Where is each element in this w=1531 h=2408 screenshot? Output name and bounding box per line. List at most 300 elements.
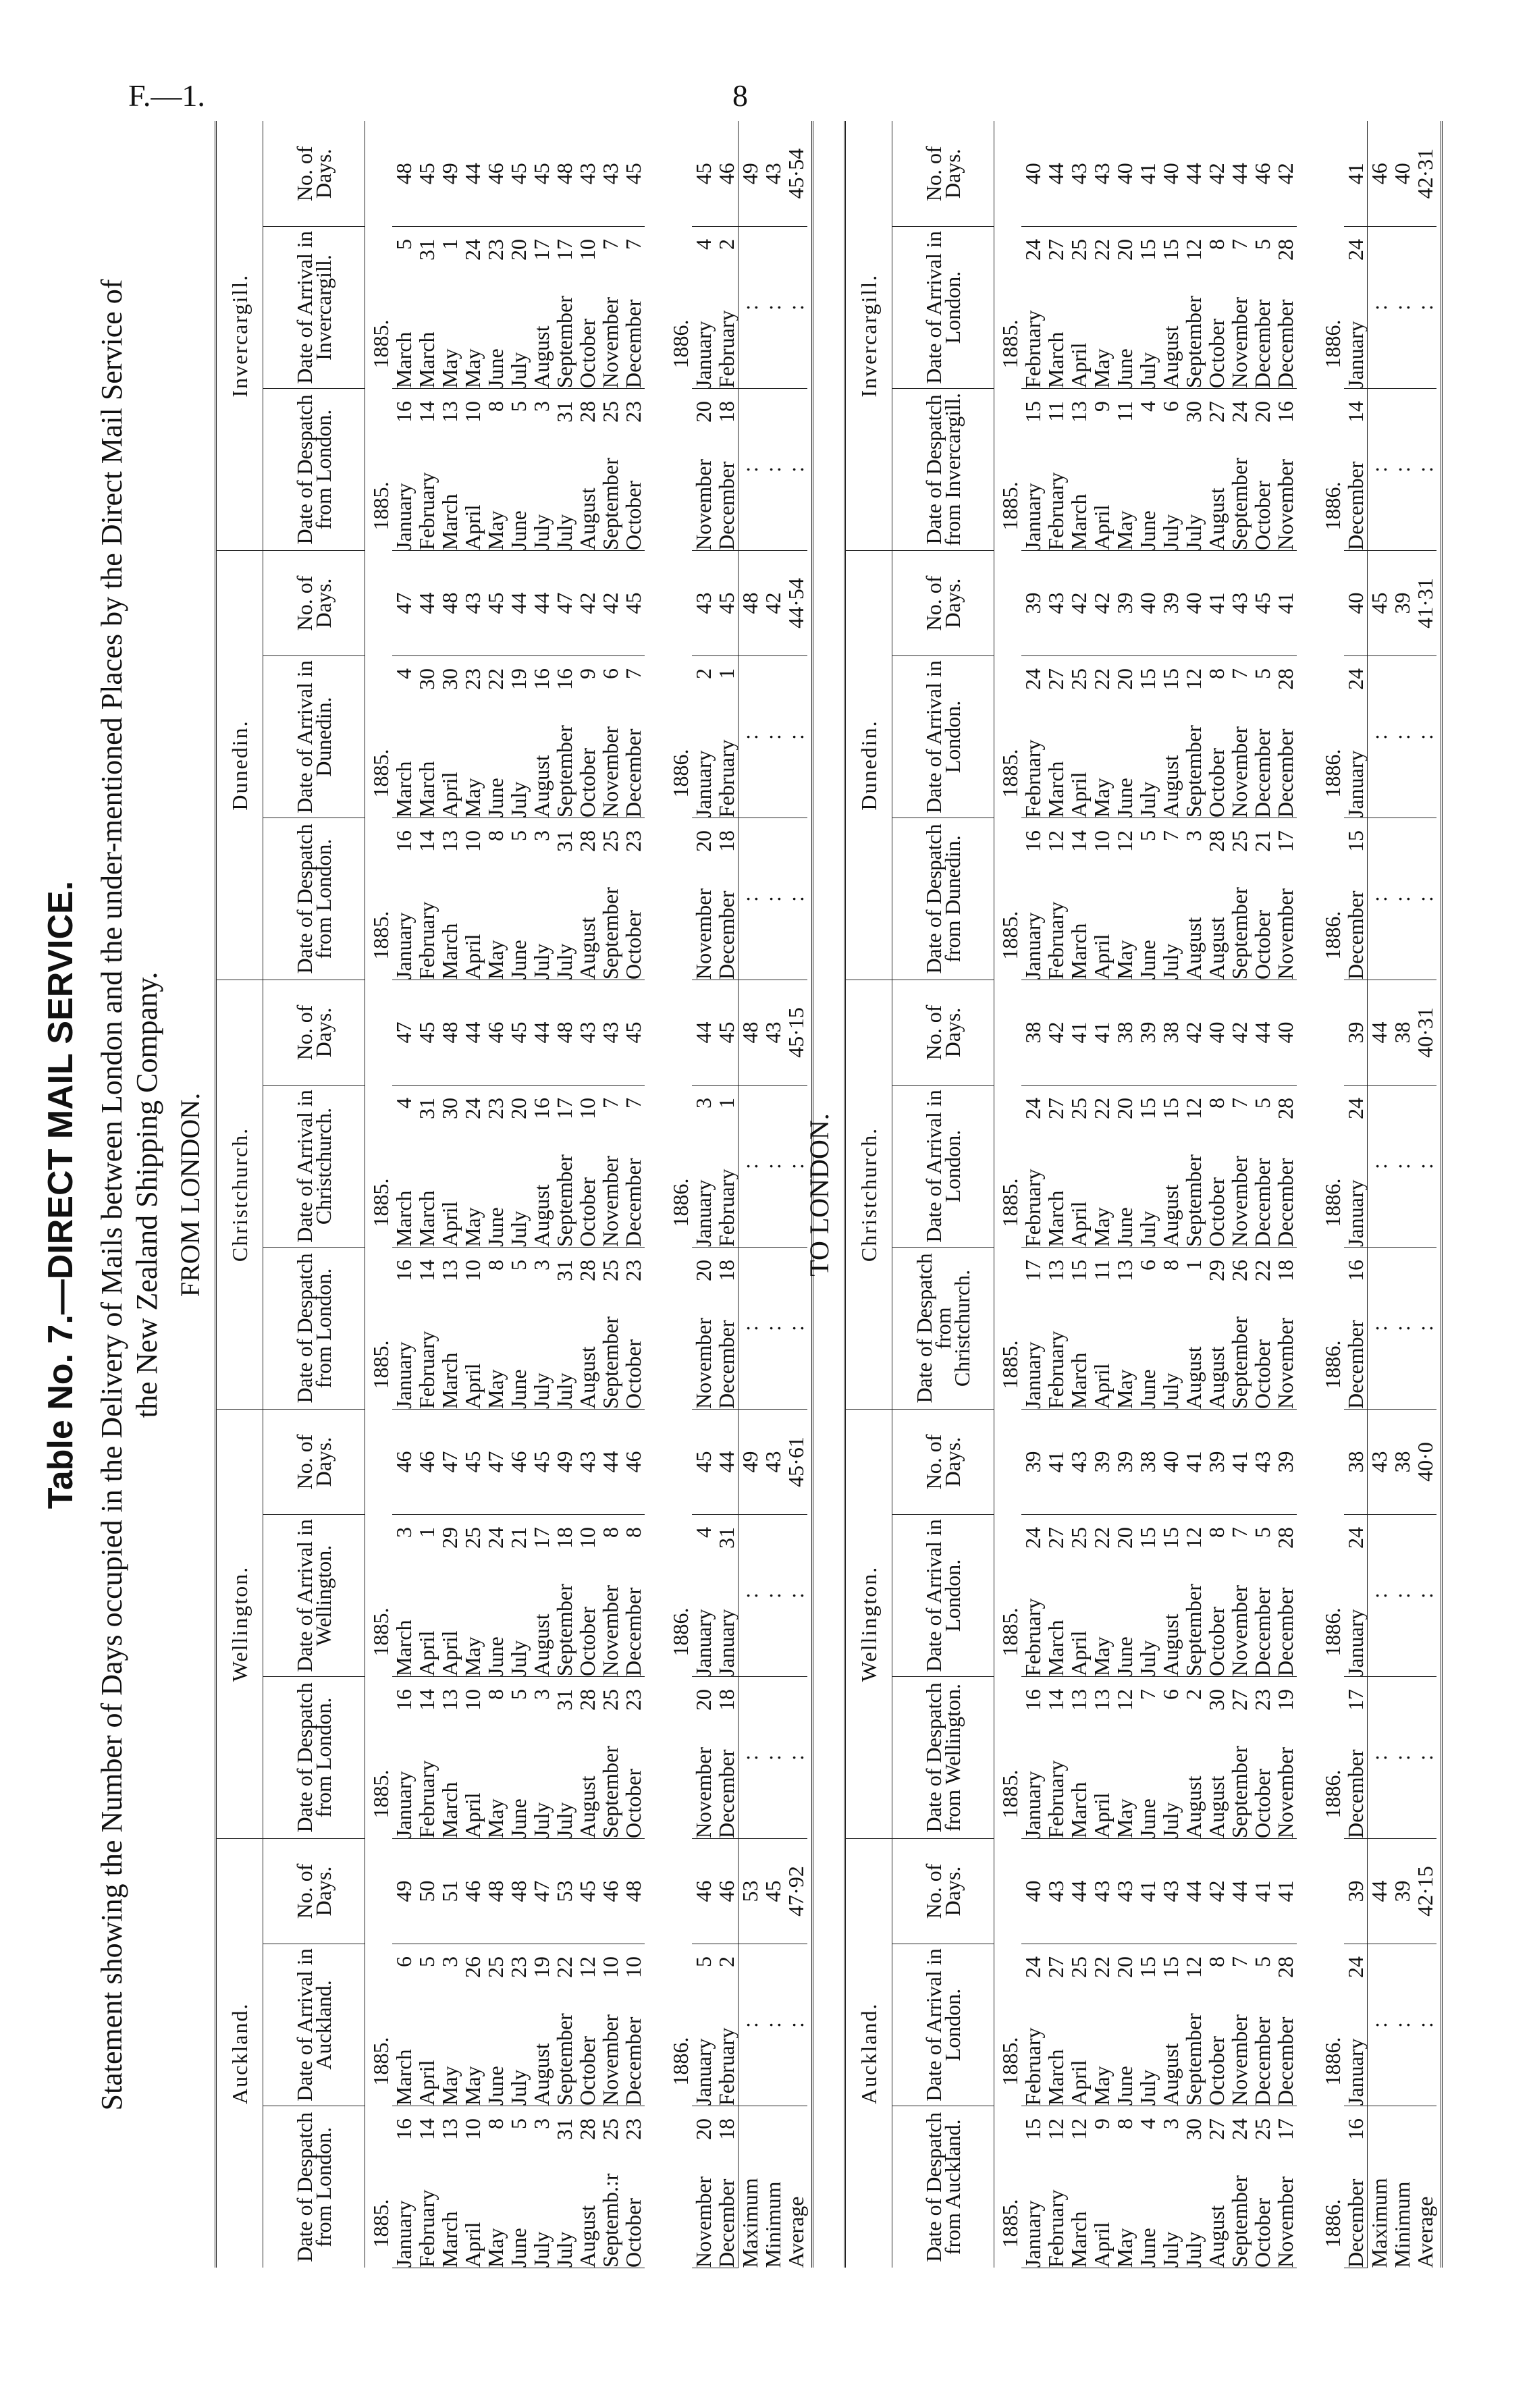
days-count: 46 [484,980,507,1085]
month: February [414,1331,439,1409]
month: March [414,761,439,818]
despatch-date [715,818,738,980]
day: 8 [598,1526,622,1538]
day: 27 [1227,1688,1252,1711]
month: April [1090,1792,1114,1838]
month: November [598,726,622,818]
day: 14 [1044,1688,1068,1711]
day: 2 [691,668,716,679]
despatch-date [415,388,438,550]
despatch-date [461,1676,484,1838]
month: June [1135,1369,1160,1409]
days-count: 45 [1251,550,1274,655]
days-count: 41 [1044,1409,1067,1514]
day: 8 [1204,1526,1229,1538]
place-header-row [216,121,263,2268]
month: January [392,912,416,980]
days-count: 43 [599,121,622,226]
arrival-date [553,655,576,818]
month: May [1112,1798,1137,1838]
month: November [691,888,716,980]
column-header: Date of Despatch from London. [263,1676,365,1838]
year-label [365,1247,393,1409]
arrival-date [1021,1514,1044,1676]
day: 12 [575,1956,599,1978]
day: 23 [621,400,645,423]
despatch-date [530,818,553,980]
despatch-date [1251,388,1274,550]
arrival-date [1067,1944,1090,2106]
summary-label: Minimum [1390,2181,1414,2268]
year-row [994,121,1022,2268]
day: 10 [575,238,599,261]
year-label [994,1085,1022,1247]
month: July [1158,1802,1183,1838]
days-count: 46 [507,1409,530,1514]
day: 8 [483,2118,508,2129]
month: September [552,725,576,818]
column-header: Date of Despatch from Wellington. [892,1676,994,1838]
days-count: 39 [1274,1409,1297,1514]
arrival-date [1251,655,1274,818]
day: 20 [1112,1097,1137,1119]
day: 16 [1021,1688,1045,1711]
day: 12 [1067,2118,1091,2140]
month: July [506,1210,531,1247]
arrival-date [715,655,738,818]
month: December [714,1749,738,1838]
day: 15 [1158,1956,1183,1978]
arrival-date [1228,1514,1251,1676]
day: 30 [437,668,462,690]
day: 30 [437,1097,462,1119]
summary-row [1368,121,1391,2268]
month: January [1021,2200,1045,2268]
year: 1885. [369,1340,393,1389]
day: 17 [529,1526,554,1549]
month: October [1250,1768,1274,1838]
despatch-date [1274,1676,1297,1838]
year: 1885. [998,1769,1022,1819]
month: March [437,493,462,550]
month: February [714,1169,738,1247]
month: July [552,1372,576,1409]
day: 1 [437,238,462,250]
despatch-date [484,818,507,980]
arrival-date [1044,655,1067,818]
day: 8 [483,830,508,841]
day: 24 [1227,400,1252,423]
arrival-date [1182,1514,1205,1676]
year-days-blank [994,121,1022,226]
summary-dots: : [784,818,807,980]
days-count: 43 [1113,1838,1136,1944]
arrival-date [622,1944,645,2106]
month: January [392,1771,416,1838]
day: 9 [1090,400,1114,412]
month: July [552,2231,576,2268]
day: 13 [1067,400,1091,423]
despatch-date [622,2106,645,2268]
days-count: 41 [1090,980,1113,1085]
summary-value: 42·31 [1414,121,1436,226]
despatch-date [1021,388,1044,550]
day: 25 [483,1956,508,1978]
arrival-date [1159,226,1182,388]
month: July [529,2231,554,2268]
month: April [1090,1363,1114,1409]
day: 30 [1181,2118,1206,2140]
summary-row [1414,121,1436,2268]
month: September [1181,1154,1206,1247]
day: 31 [414,238,439,261]
month: November [1227,1155,1252,1247]
place-header: Wellington. [845,1409,892,1838]
day: 14 [414,1259,439,1281]
month: March [414,331,439,388]
month: April [460,934,485,980]
despatch-date [1205,1676,1228,1838]
month: February [1021,310,1045,388]
month: May [460,1636,485,1676]
day: 17 [552,238,576,261]
summary-value: 42·15 [1414,1838,1436,1944]
month: July [1135,2069,1160,2106]
arrival-date [1344,1944,1368,2106]
year-days-blank [994,1409,1022,1514]
rotated-table-page [0,68,1437,2322]
month: November [1273,1317,1297,1409]
day: 8 [483,400,508,412]
summary-dots: : [1391,818,1414,980]
summary-value: 38 [1391,980,1414,1085]
day: 28 [1273,1956,1297,1978]
arrival-date [530,655,553,818]
days-count: 51 [438,1838,461,1944]
days-count: 41 [1274,550,1297,655]
days-count: 42 [599,550,622,655]
day: 1 [414,1526,439,1538]
despatch-date [1182,388,1205,550]
arrival-date [715,226,738,388]
month: April [460,1792,485,1838]
month: May [437,2066,462,2106]
month: October [621,1768,645,1838]
summary-dots: : [784,1514,807,1676]
day: 12 [1181,1956,1206,1978]
summary-dots: : [784,226,807,388]
summary-row [1391,121,1414,2268]
summary-dots: : [1414,655,1436,818]
month: October [621,2197,645,2268]
despatch-date [715,388,738,550]
despatch-date [392,388,415,550]
arrival-date [461,1085,484,1247]
year: 1886. [1320,749,1345,798]
month: December [1273,2016,1297,2106]
month: February [1044,2189,1068,2268]
arrival-date [599,655,622,818]
year-label [994,226,1022,388]
table-row [1159,121,1182,2268]
despatch-date [1067,1676,1090,1838]
month: September [1181,1584,1206,1676]
month: December [621,1158,645,1247]
days-count: 42 [1228,980,1251,1085]
summary-dots: : [784,388,807,550]
month: June [506,1369,531,1409]
despatch-date [1228,2106,1251,2268]
table-row [576,121,599,2268]
summary-value: 45·54 [784,121,807,226]
arrival-date [1228,226,1251,388]
month: November [598,296,622,388]
month: October [1204,2035,1229,2106]
days-count: 38 [1021,980,1044,1085]
day: 14 [414,1688,439,1711]
table-row [1090,121,1113,2268]
despatch-date [507,818,530,980]
day: 15 [1135,1097,1160,1119]
month: September [1181,296,1206,388]
days-count: 46 [715,121,738,226]
summary-dots: : [1414,1514,1436,1676]
summary-dots: : [784,1944,807,2106]
day: 10 [460,1259,485,1281]
summary-value: 44 [1368,980,1391,1085]
arrival-date [1344,1085,1368,1247]
day: 5 [1250,1526,1274,1538]
year: 1885. [998,911,1022,960]
month: November [1227,296,1252,388]
day: 7 [1227,238,1252,250]
day: 5 [506,1259,531,1270]
day: 2 [714,1956,738,1967]
month: January [691,2038,716,2106]
days-count: 45 [715,980,738,1085]
despatch-date [507,1247,530,1409]
year: 1886. [1320,2199,1345,2248]
despatch-date [1021,2106,1044,2268]
day: 27 [1204,2118,1229,2140]
day: 31 [552,1688,576,1711]
month: February [414,2189,439,2268]
month: June [483,2066,508,2106]
year-label [665,2106,692,2268]
month: July [529,1802,554,1838]
arrival-date [392,655,415,818]
day: 7 [621,668,645,679]
month: June [1112,1207,1137,1247]
month: December [714,461,738,550]
day: 28 [575,2118,599,2140]
table-row [1113,121,1136,2268]
month: July [1181,514,1206,550]
days-count: 46 [622,1409,645,1514]
days-count: 43 [1251,1409,1274,1514]
arrival-date [1251,1944,1274,2106]
summary-dots: : [761,1676,784,1838]
year-days-blank [365,550,393,655]
summary-dots: : [784,1247,807,1409]
year-days-blank [994,1838,1022,1944]
arrival-date [599,1944,622,2106]
summary-value: 39 [1391,1838,1414,1944]
summary-value: 40·0 [1414,1409,1436,1514]
despatch-date [1251,2106,1274,2268]
despatch-date [1021,1247,1044,1409]
month: May [483,1798,508,1838]
place-header: Christchurch. [216,980,263,1409]
day: 16 [529,1097,554,1119]
month: February [714,2027,738,2106]
month: June [483,1636,508,1676]
month: February [414,472,439,550]
day: 25 [1227,830,1252,852]
arrival-date [507,655,530,818]
arrival-date [438,1085,461,1247]
arrival-date [599,226,622,388]
year-label [665,1676,692,1838]
column-header-row [263,121,365,2268]
days-count: 38 [1159,980,1182,1085]
despatch-date [461,818,484,980]
arrival-date [1182,226,1205,388]
year: 1885. [369,2037,393,2086]
arrival-date [1090,655,1113,818]
month: May [437,348,462,388]
summary-dots: : [784,1676,807,1838]
day: 25 [460,1526,485,1549]
summary-dots: : [1414,1944,1436,2106]
year-label [994,1514,1022,1676]
year-label [1317,2106,1344,2268]
month: February [1021,1598,1045,1676]
year-label [665,1085,692,1247]
days-count: 40 [1205,980,1228,1085]
year-days-blank [665,1409,692,1514]
column-header: Date of Despatch from London. [263,2106,365,2268]
column-header: Date of Arrival in Wellington. [263,1514,365,1676]
summary-dots: : [1391,1247,1414,1409]
year-days-blank [365,1409,393,1514]
month: April [460,504,485,550]
summary-label: Maximum [1368,2106,1391,2268]
day: 16 [392,2118,416,2140]
days-count: 41 [1251,1838,1274,1944]
day: 22 [1090,1956,1114,1978]
column-header: Date of Arrival in Auckland. [263,1944,365,2106]
day: 28 [1273,668,1297,690]
despatch-date [1067,2106,1090,2268]
month: July [1181,2231,1206,2268]
month: September [598,1316,622,1409]
despatch-date [484,1676,507,1838]
month: July [529,514,554,550]
arrival-date [1021,226,1044,388]
day: 27 [1044,1956,1068,1978]
table-row [599,121,622,2268]
day: 22 [1090,238,1114,261]
day: 17 [1273,830,1297,852]
despatch-date [461,388,484,550]
month: January [392,483,416,550]
summary-label: Average [784,2196,808,2268]
column-header: Date of Despatch from London. [263,1247,365,1409]
summary-dots: : [738,1085,762,1247]
summary-value: 46 [1368,121,1391,226]
day: 5 [691,1956,716,1967]
despatch-date [1113,2106,1136,2268]
day: 8 [1204,668,1229,679]
month: December [1250,1587,1274,1676]
month: May [483,1369,508,1409]
days-count: 44 [1182,1838,1205,1944]
arrival-date [1136,1514,1159,1676]
month: March [1044,331,1068,388]
arrival-date [1182,655,1205,818]
month: March [392,761,416,818]
days-count: 39 [1090,1409,1113,1514]
despatch-date [622,388,645,550]
month: April [437,772,462,818]
month: January [392,1341,416,1409]
month: February [414,901,439,980]
month: June [1112,778,1137,818]
day: 5 [506,2118,531,2129]
arrival-date [1344,226,1368,388]
day: 10 [460,1688,485,1711]
arrival-date [461,226,484,388]
arrival-date [622,1085,645,1247]
place-header: Auckland. [845,1838,892,2268]
month: October [575,2035,599,2106]
year-label [365,2106,393,2268]
month: December [1343,461,1368,550]
month: May [483,510,508,550]
month: September [1227,458,1252,550]
day: 22 [1250,1259,1274,1281]
month: July [552,514,576,550]
month: April [414,2060,439,2106]
days-count: 43 [576,121,599,226]
month: September [552,2013,576,2106]
summary-dots: : [761,1247,784,1409]
arrival-date [622,1514,645,1676]
month: October [1204,1177,1229,1247]
arrival-date [622,655,645,818]
month: May [460,778,485,818]
day: 17 [1343,1688,1368,1711]
despatch-date [1205,2106,1228,2268]
day: 15 [1158,238,1183,261]
day: 5 [506,830,531,841]
month: February [1021,1169,1045,1247]
days-count: 48 [553,121,576,226]
day: 5 [1135,830,1160,841]
day: 23 [483,238,508,261]
arrival-date [484,1944,507,2106]
month: March [437,1352,462,1409]
summary-dots: : [1368,1944,1391,2106]
days-count: 45 [461,1409,484,1514]
arrival-date [1251,226,1274,388]
summary-dots: : [738,1514,762,1676]
despatch-date [1044,818,1067,980]
column-header: Date of Despatch from London. [263,388,365,550]
arrival-date [1113,1944,1136,2106]
days-count: 42 [1044,980,1067,1085]
